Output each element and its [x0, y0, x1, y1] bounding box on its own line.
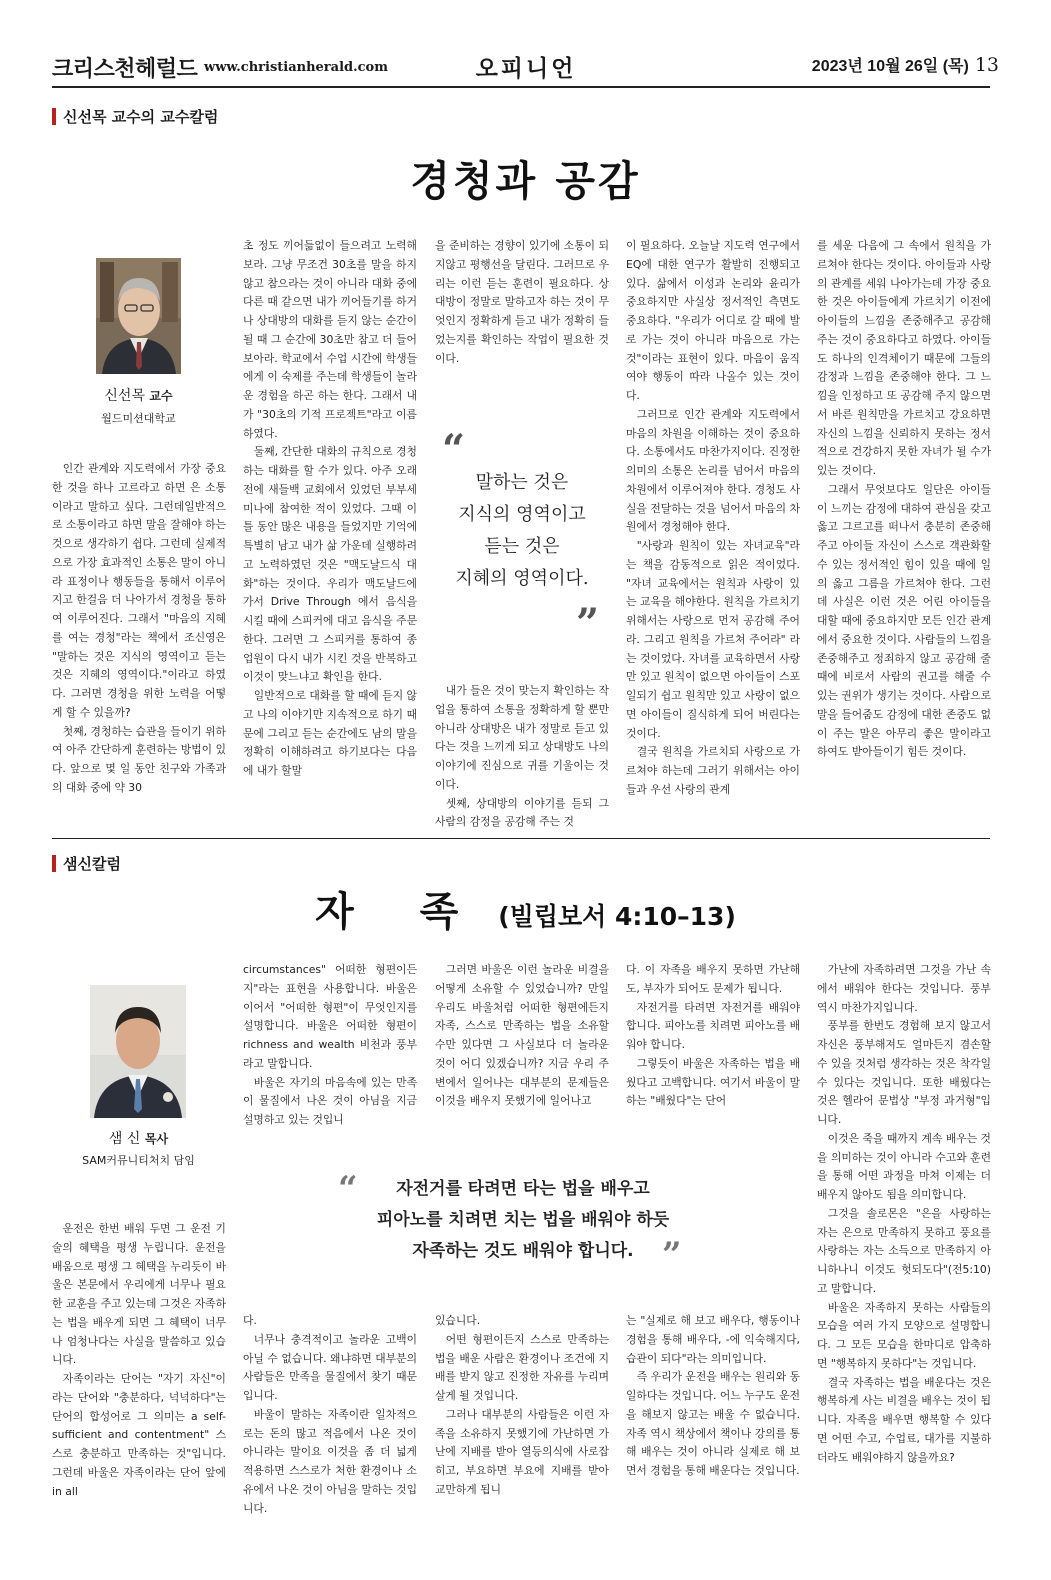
article1-column-1	[52, 460, 226, 832]
paragraph: 운전은 한번 배워 두면 그 운전 기술의 혜택을 평생 누립니다. 운전을 배움으로 평생 그 혜택을 누리듯이 바울은 본문에서 우리에게 너무나 필요한 교훈을 주고 있는데 그것은 자족하는 법을 배우게 되면 그 혜택이 너무나 엄청나다는 사실을 말씀하고 있습니다.	[52, 1222, 226, 1367]
pullquote-line: 듣는 것은	[484, 536, 560, 557]
kicker-bar-icon	[52, 108, 56, 125]
paragraph: 바울은 자기의 마음속에 있는 만족이 물질에서 나온 것이 아님을 지금 설명하고 있는 것입니	[243, 1075, 417, 1126]
open-quote-icon: “	[338, 1169, 358, 1209]
close-quote-icon: ”	[576, 600, 600, 647]
paragraph: 자전거를 타려면 자전거를 배워야 합니다. 피아노를 치려면 피아노를 배워야 합니다.	[626, 1000, 800, 1051]
pullquote-line: 피아노를 치려면 치는 법을 배워야 하듯	[376, 1210, 670, 1230]
paragraph: 바울이 말하는 자족이란 일차적으로는 돈의 많고 적음에서 나온 것이 아니라는 말이요 이것을 좀 더 넓게 적용하면 스스로가 처한 환경이나 소유에서 나온 것이 아님을 말하는 것입니다.	[243, 1407, 417, 1515]
pullquote-line: 지식의 영역이고	[458, 504, 586, 525]
article2-column-2-bottom	[243, 1312, 417, 1522]
page-number: 13	[974, 54, 999, 76]
paragraph: 있습니다.	[435, 1314, 481, 1327]
paragraph: 을 준비하는 경향이 있기에 소통이 되지않고 평행선을 달린다. 그러므로 우리는 이런 듣는 훈련이 필요하다. 상대방이 정말로 말하고자 하는 것이 무엇인지 정확하게 듣고 내가 정확히 들었는지를 확인하는 작업이 필요한 것이다.	[435, 239, 609, 365]
pullquote-line: 말하는 것은	[475, 472, 569, 493]
author2-affiliation: SAM커뮤니티처치 담임	[82, 1154, 195, 1167]
paragraph: 그러면 바울은 이런 놀라운 비결을 어떻게 소유할 수 있었습니까? 만일 우리도 바울처럼 어떠한 형편에든지 자족, 스스로 만족하는 법을 소유할 수만 있다면 그 사실보다 더 놀라운 것이 어디 있겠습니까? 지금 우리 주변에서 일어나는 대부분의 문제들은 이것을 배우지 못했기에 일어나고	[435, 963, 609, 1108]
author2-photo	[90, 985, 186, 1118]
paragraph: 셋째, 상대방의 이야기를 듣되 그 사람의 감정을 공감해 주는 것	[435, 796, 609, 829]
section-title: 오피니언	[475, 56, 577, 82]
paragraph: 인간 관계와 지도력에서 가장 중요한 것을 하나 고르라고 하면 은 소통이라고 말하고 싶다. 그런데일반적으로 소통이라고 하면 말을 잘해야 하는 것으로 생각하기 쉽다. 그런데 실제적으로 가장 효과적인 소통은 말이 아니라 표정이나 행동들을 통해서 이루어지고 한걸음 더 나아가서 경청을 통하여 이루어진다. 그래서 "마음의 지혜를 여는 경청"라는 책에서 조신영은 "말하는 것은 지식의 영역이고 듣는 것은 지혜의 영역이다."이라고 하였다. 그러면 경청을 위한 노력을 어떻게 할 수 있을까?	[52, 462, 226, 719]
article1-kicker-text: 신선목 교수의 교수칼럼	[63, 108, 219, 126]
article1-title: 경청과 공감	[410, 157, 641, 205]
issue-date: 2023년 10월 26일 (목)	[811, 58, 969, 75]
author1-photo	[96, 258, 181, 374]
paragraph: 그러나 대부분의 사람들은 이런 자족을 소유하지 못했기에 가난하면 가난에 지배를 받아 열등의식에 사로잡히고, 부요하면 부요에 지배를 받아 교만하게 됩니	[435, 1407, 609, 1496]
article2-column-5	[817, 961, 991, 1522]
paragraph: 를 세운 다음에 그 속에서 원칙을 가르쳐야 한다는 것이다. 아이들과 사랑의 관계를 세워 나아가는데 가장 중요한 것은 아이들에게 가르치기 이전에 아이들의 느낌을 존중해주고 공감해 주는 것이 중요하다고 하였다. 아이들도 하나의 인격체이기 때문에 그들의 감정과 느낌을 존중해야 한다. 그 느낌을 인정하고 또 공감해 주지 않으면서 바른 원칙만을 가르치고 강요하면 자신의 느낌을 신뢰하지 못하는 정서적으로 건강하지 못한 자녀가 될 수가 있는 것이다.	[817, 239, 991, 477]
author2-name: 샘 신	[108, 1131, 141, 1147]
article1-column-3-top	[435, 237, 609, 369]
paragraph: 결국 자족하는 법을 배운다는 것은 행복하게 사는 비결을 배우는 것이 됩니다. 자족을 배우면 행복할 수 있다면 어떤 수고, 수업료, 대가를 지불하더라도 배워야하지 않을까요?	[817, 1375, 991, 1464]
paragraph: 결국 원칙을 가르치되 사랑으로 가르쳐야 하는데 그러기 위해서는 아이들과 우선 사랑의 관계	[626, 745, 800, 796]
paragraph: 가난에 자족하려면 그것을 가난 속에서 배워야 한다는 것입니다. 풍부 역시 마찬가지입니다.	[817, 963, 991, 1014]
website-url: www.christianherald.com	[204, 60, 388, 75]
pullquote-line: 자족하는 것도 배워야 합니다.	[412, 1241, 634, 1261]
kicker-bar-icon	[52, 855, 56, 872]
paragraph: 그렇듯이 바울은 자족하는 법을 배웠다고 고백합니다. 여기서 바울이 말하는 "배웠다"는 단어	[626, 1056, 800, 1108]
newspaper-logo: 크리스천헤럴드	[52, 57, 198, 82]
paragraph: 자족이라는 단어는 "자기 자신"이라는 단어와 "충분하다, 넉넉하다"는 단어의 합성어로 그 의미는 a self-sufficient and contentment" 스스로 충분하고 만족하는 것"입니다. 그런데 바울은 자족이라는 단어 앞에 in all	[52, 1372, 226, 1498]
article1-column-5	[817, 237, 991, 832]
paragraph: circumstances" 어떠한 형편이든지"라는 표현을 사용합니다. 바울은 이어서 "어떠한 형편"이 무엇인지를 설명합니다. 바울은 어떠한 형편이 richness and wealth 비천과 풍부라고 말합니다.	[243, 963, 417, 1070]
section-divider	[52, 838, 990, 839]
article1-pullquote	[435, 467, 609, 595]
paragraph: 첫째, 경청하는 습관을 들이기 위하여 아주 간단하게 훈련하는 방법이 있다. 앞으로 몇 일 동안 친구와 가족과의 대화 중에 약 30	[52, 724, 226, 794]
paragraph: 이것은 죽을 때까지 계속 배우는 것을 의미하는 것이 아니라 수고와 훈련을 통해 어떤 과정을 마쳐 이제는 더 배우지 않아도 됨을 의미합니다.	[817, 1131, 991, 1201]
article2-title-reference: (빌립보서 4:10–13)	[498, 902, 736, 931]
article1-column-4	[626, 237, 800, 832]
paragraph: 는 "실제로 해 보고 배우다, 행동이나 경험을 통해 배우다, -에 익숙해지다, 습관이 되다"라는 의미입니다.	[626, 1314, 800, 1365]
paragraph: 바울은 자족하지 못하는 사람들의 모습을 여러 가지 모양으로 설명합니다. 그 모든 모습을 한마디로 압축하면 "행복하지 못하다"는 것입니다.	[817, 1300, 991, 1370]
paragraph: 그러므로 인간 관계와 지도력에서 마음의 차원을 이해하는 것이 중요하다. 소통에서도 마찬가지이다. 진정한 의미의 소통은 논리를 넘어서 마음의 차원에서 이루어져야 한다. 경청도 사실을 전달하는 것을 넘어서 마음의 차원에서 경청해야 한다.	[626, 407, 800, 534]
paragraph: 풍부를 한번도 경험해 보지 않고서 자신은 풍부해져도 얼마든지 겸손할 수 있을 것처럼 생각하는 것은 착각일 수 있다는 것입니다. 또한 배웠다는 것은 헬라어 문법상 "부정 과거형"입니다.	[817, 1019, 991, 1126]
article2-kicker	[52, 853, 121, 874]
author2-role: 목사	[144, 1132, 169, 1146]
open-quote-icon: “	[442, 426, 466, 473]
article1-kicker	[52, 106, 218, 127]
article2-column-1	[52, 1220, 226, 1522]
article2-kicker-text: 샘신칼럼	[63, 855, 121, 873]
paragraph: 너무나 충격적이고 놀라운 고백이 아닐 수 없습니다. 왜냐하면 대부분의 사람들은 만족을 물질에서 찾기 때문입니다.	[243, 1332, 417, 1402]
pullquote-line: 지혜의 영역이다.	[455, 568, 589, 589]
close-quote-icon: ”	[662, 1235, 682, 1275]
article2-column-4-bottom	[626, 1312, 800, 1522]
article1-column-2	[243, 237, 417, 832]
paragraph: 일반적으로 대화를 할 때에 듣지 않고 나의 이야기만 지속적으로 하기 때문에 그리고 듣는 순간에도 남의 말을 정확히 이해하려고 하기보다는 다음에 내가 할말	[243, 689, 417, 777]
date-page	[812, 53, 999, 76]
paragraph: 내가 들은 것이 맞는지 확인하는 작업을 통하여 소통을 정확하게 할 뿐만 아니라 상대방은 내가 정말로 듣고 있다는 것을 느끼게 되고 상대방도 나의 이야기에 진심으로 귀를 기울이는 것이다.	[435, 684, 609, 791]
paragraph: 다.	[243, 1314, 257, 1327]
top-rule	[52, 86, 990, 88]
article2-column-3-bottom	[435, 1312, 609, 1522]
paragraph: 어떤 형편이든지 스스로 만족하는 법을 배운 사람은 환경이나 조건에 지배를 받지 않고 진정한 자유를 누리며 살게 될 것입니다.	[435, 1332, 609, 1402]
article2-title	[0, 880, 1051, 937]
paragraph: 둘째, 간단한 대화의 규칙으로 경청하는 대화를 할 수가 있다. 아주 오래 전에 새들백 교회에서 있었던 부부세미나에 참여한 적이 있었다. 그때 이틀 동안 많은 내용을 들었지만 기억에 특별히 남고 내가 삶 가운데 실행하려고 노력하였던 것은 "맥도날드식 대화"하는 것이다. 우리가 맥도날드에 가서 Drive Through 에서 음식을 시킬 때에 스피커에 대고 음식을 주문한다. 그러면 그 스피커를 통하여 종업원이 다시 내가 시킨 것을 반복하고 이것이 맞느냐고 확인을 한다.	[243, 445, 417, 684]
paragraph: 그래서 무엇보다도 일단은 아이들이 느끼는 감정에 대하여 관심을 갖고 옳고 그르고를 떠나서 충분히 존중해 주고 아이들 자신이 스스로 객관화할 수 있는 정서적인 힘이 있을 때에 일의 옳고 그름을 가르쳐야 한다. 그런데 사실은 이런 것은 어린 아이들을 대할 때에 중요하지만 모든 인간 관계에서 중요한 것이다. 사람들의 느낌을 존중해주고 정죄하지 않고 공감해 줄 때에 비로서 사람의 권고를 해줄 수 있는 권위가 생기는 것이다. 사람으로 말을 들어줌도 감정에 대한 존중도 없이 주는 말은 아무리 좋은 말이라고 하여도 받아들이기 힘든 것이다.	[817, 482, 991, 759]
author2-caption	[70, 1128, 207, 1148]
author1-name: 신선목	[104, 388, 145, 404]
paragraph: "사랑과 원칙이 있는 자녀교육"라는 책을 감동적으로 읽은 적이었다. "자녀 교육에서는 원칙과 사랑이 있는 교육을 해야한다. 원칙을 가르치기 위해서는 사랑으로 먼저 공감해 주어라. 그리고 원칙을 가르쳐 주어라" 라는 것이었다. 자녀를 교육하면서 사랑만 있고 원칙이 없으면 아이들이 스포일되기 쉽고 원칙만 있고 사랑이 없으면 아이들이 질식하게 되어 버린다는 것이다.	[626, 539, 800, 740]
author1-caption	[70, 385, 207, 405]
article2-column-3-top	[435, 961, 609, 1129]
paragraph: 다. 이 자족을 배우지 못하면 가난해도, 부자가 되어도 문제가 됩니다.	[626, 963, 800, 995]
author1-role: 교수	[149, 389, 173, 403]
article2-title-main: 자 족	[315, 889, 485, 935]
paragraph: 초 정도 끼어듦없이 들으려고 노력해보라. 그냥 무조건 30초를 말을 하지 않고 참으라는 것이 아니라 대화 중에 다른 때 같으면 내가 끼어들기를 하거나 상대방의 대화를 듣지 않는 순간이 될 때 그 순간에 30초만 참고 더 들어보아라. 학교에서 수업 시간에 학생들에게 이 숙제를 주는데 학생들이 놀라운 경험을 하곤 하는 한다. 그래서 내가 "30초의 기적 프로젝트"라고 이름하였다.	[243, 239, 417, 440]
paragraph: 이 필요하다. 오늘날 지도력 연구에서 EQ에 대한 연구가 활발히 진행되고 있다. 삶에서 이성과 논리와 윤리가 중요하지만 사실상 정서적인 측면도 중요하다. "우리가 어디로 갈 때에 발로 가는 것이 아니라 마음으로 가는 것"이라는 표현이 있다. 마음이 움직여야 행동이 따라 나올수 있는 것이다.	[626, 239, 800, 402]
author1-affiliation: 월드미션대학교	[101, 412, 176, 425]
paragraph: 그것을 솔로몬은 "은을 사랑하는 자는 은으로 만족하지 못하고 풍요를 사랑하는 자는 소득으로 만족하지 아니하나니 이것도 헛되도다"(전5:10)고 말합니다.	[817, 1206, 991, 1295]
paragraph: 즉 우리가 운전을 배우는 원리와 동일하다는 것입니다. 어느 누구도 운전을 해보지 않고는 배울 수 없습니다. 자족 역시 책상에서 책이나 강의를 통해 배우는 것이 아니라 실제로 해 보면서 경험을 통해 배운다는 것입니다.	[626, 1370, 800, 1477]
article1-column-3-bottom	[435, 682, 609, 832]
article2-column-4-top	[626, 961, 800, 1129]
article2-column-2-top	[243, 961, 417, 1129]
pullquote-line: 자전거를 타려면 타는 법을 배우고	[396, 1179, 650, 1199]
